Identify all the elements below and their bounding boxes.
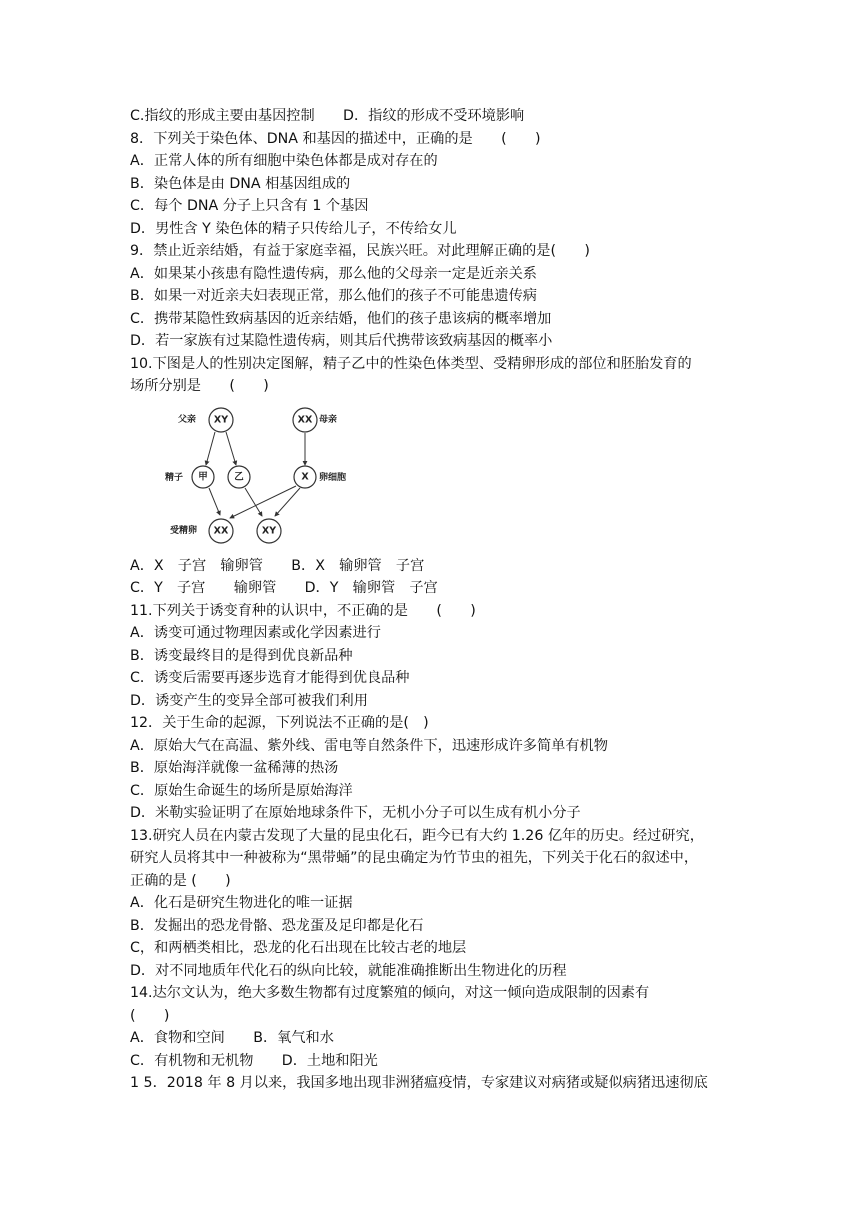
option-9d: D．若一家族有过某隐性遗传病，则其后代携带该致病基因的概率小	[130, 333, 553, 349]
option-12c: C．原始生命诞生的场所是原始海洋	[130, 783, 353, 799]
option-13b: B．发掘出的恐龙骨骼、恐龙蛋及足印都是化石	[130, 918, 424, 934]
text-line: C.指纹的形成主要由基因控制 D．指纹的形成不受环境影响	[130, 108, 525, 124]
option-13a: A．化石是研究生物进化的唯一证据	[130, 895, 353, 911]
option-9a: A．如果某小孩患有隐性遗传病，那么他的父母亲一定是近亲关系	[130, 266, 537, 282]
option-13d: D．对不同地质年代化石的纵向比较，就能准确推断出生物进化的历程	[130, 963, 567, 979]
sperm-b-label: 乙	[234, 471, 244, 483]
option-9b: B．如果一对近亲夫妇表现正常，那么他们的孩子不可能患遗传病	[130, 288, 537, 304]
option-11a: A．诱变可通过物理因素或化学因素进行	[130, 625, 381, 641]
question-10-cont: 场所分别是 ( )	[130, 378, 269, 394]
option-11b: B．诱变最终目的是得到优良新品种	[130, 648, 353, 664]
egg-label: 卵细胞	[319, 473, 347, 483]
question-11: 11.下列关于诱变育种的认识中，不正确的是 ( )	[130, 603, 476, 619]
zygote-label: 受精卵	[170, 526, 198, 536]
option-12b: B．原始海洋就像一盆稀薄的热汤	[130, 760, 339, 776]
option-14-cd: C．有机物和无机物 D．土地和阳光	[130, 1053, 378, 1069]
question-8: 8．下列关于染色体、DNA 和基因的描述中，正确的是 ( )	[130, 131, 541, 147]
arrow-father-to-sperm-b	[226, 432, 236, 465]
zygote-1-chromosome: XX	[213, 525, 229, 537]
question-14: 14.达尔文认为，绝大多数生物都有过度繁殖的倾向，对这一倾向造成限制的因素有	[130, 985, 650, 1001]
sex-determination-diagram	[160, 400, 360, 550]
option-11d: D．诱变产生的变异全部可被我们利用	[130, 693, 368, 709]
question-12: 12．关于生命的起源，下列说法不正确的是( )	[130, 715, 429, 731]
mother-label: 母亲	[319, 415, 338, 425]
option-8c: C．每个 DNA 分子上只含有 1 个基因	[130, 198, 369, 214]
option-8d: D．男性含 Y 染色体的精子只传给儿子，不传给女儿	[130, 221, 457, 237]
option-10-cd: C．Y 子宫 输卵管 D．Y 输卵管 子宫	[130, 580, 438, 596]
arrow-sperm-a-to-zygote	[209, 488, 220, 515]
zygote-2-chromosome: XY	[261, 525, 277, 537]
sperm-a-label: 甲	[198, 471, 208, 483]
mother-chromosome: XX	[297, 414, 313, 426]
arrow-egg-to-zygote-1	[230, 486, 296, 518]
sperm-label: 精子	[165, 473, 184, 483]
question-9: 9．禁止近亲结婚，有益于家庭幸福，民族兴旺。对此理解正确的是( )	[130, 243, 590, 259]
option-9c: C．携带某隐性致病基因的近亲结婚，他们的孩子患该病的概率增加	[130, 311, 552, 327]
option-12d: D．米勒实验证明了在原始地球条件下，无机小分子可以生成有机小分子	[130, 805, 581, 821]
question-13: 13.研究人员在内蒙古发现了大量的昆虫化石，距今已有大约 1.26 亿年的历史。经过研究，	[130, 828, 704, 844]
question-14-cont: ( )	[130, 1008, 170, 1024]
option-8a: A．正常人体的所有细胞中染色体都是成对存在的	[130, 153, 438, 169]
option-10-ab: A．X 子宫 输卵管 B．X 输卵管 子宫	[130, 558, 425, 574]
arrow-father-to-sperm-a	[206, 432, 215, 465]
option-14-ab: A．食物和空间 B．氧气和水	[130, 1030, 334, 1046]
option-11c: C．诱变后需要再逐步选育才能得到优良品种	[130, 670, 410, 686]
father-chromosome: XY	[213, 414, 229, 426]
option-8b: B．染色体是由 DNA 相基因组成的	[130, 176, 351, 192]
option-12a: A．原始大气在高温、紫外线、雷电等自然条件下，迅速形成许多简单有机物	[130, 738, 608, 754]
egg-chromosome: X	[301, 471, 309, 483]
question-15: 1 5．2018 年 8 月以来，我国多地出现非洲猪瘟疫情，专家建议对病猪或疑似病猪迅速彻底	[130, 1075, 708, 1091]
arrow-sperm-b-to-zygote	[245, 488, 262, 516]
father-label: 父亲	[178, 415, 197, 425]
option-13c: C，和两栖类相比，恐龙的化石出现在比较古老的地层	[130, 940, 467, 956]
question-10: 10.下图是人的性别决定图解，精子乙中的性染色体类型、受精卵形成的部位和胚胎发育的	[130, 356, 692, 372]
arrow-egg-to-zygote-2	[275, 488, 300, 516]
question-13-cont2: 正确的是 ( )	[130, 873, 231, 889]
question-13-cont: 研究人员将其中一种被称为“黑带蛹”的昆虫确定为竹节虫的祖先，下列关于化石的叙述中，	[130, 850, 699, 866]
